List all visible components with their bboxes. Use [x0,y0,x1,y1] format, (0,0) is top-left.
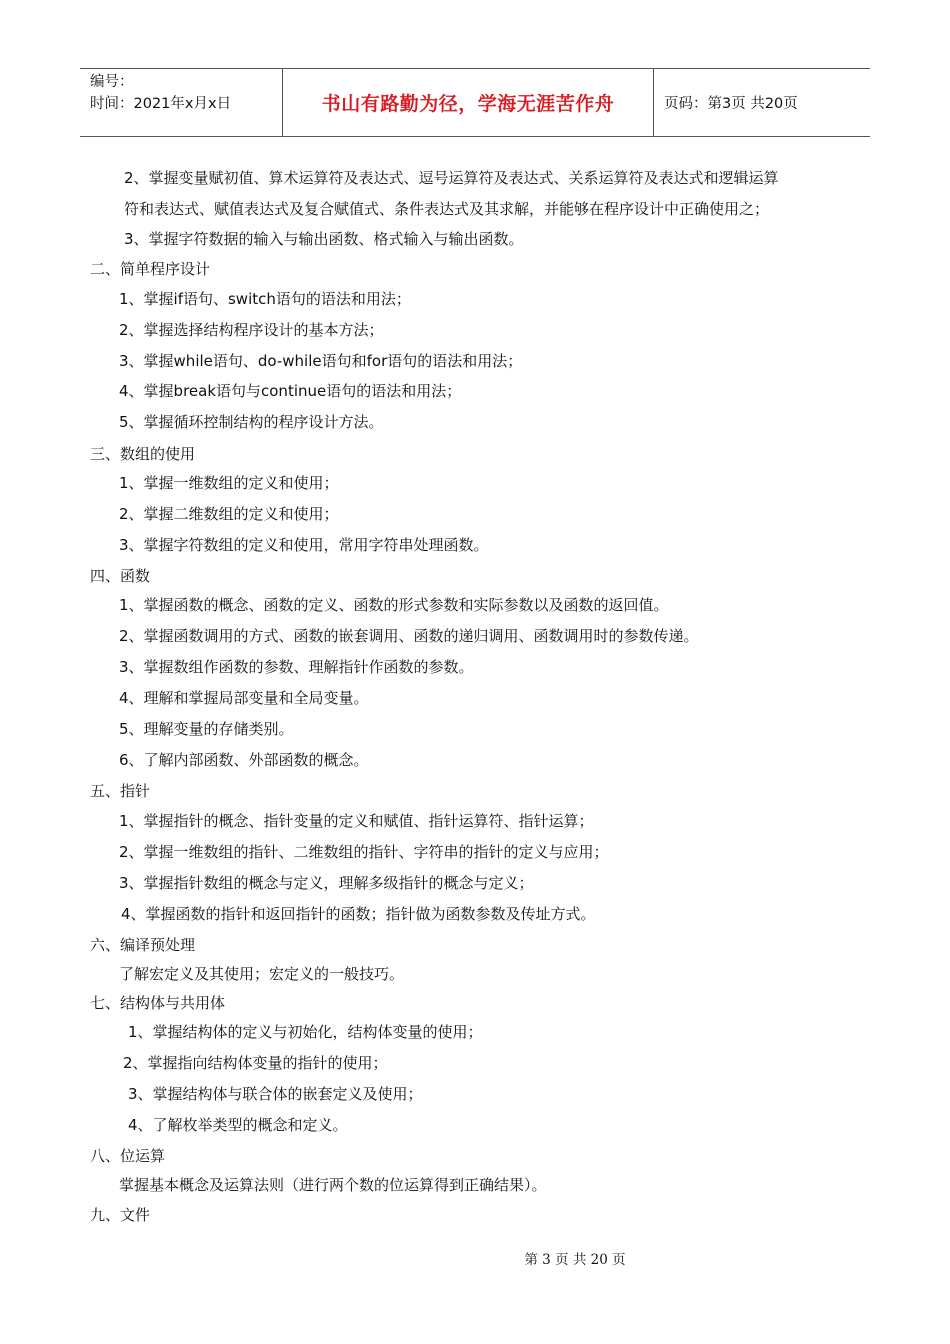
page-header [80,68,870,137]
body-line: 3、掌握指针数组的概念与定义，理解多级指针的概念与定义； [119,874,534,892]
body-line: 3、掌握while语句、do-while语句和for语句的语法和用法； [119,352,523,370]
body-line: 掌握基本概念及运算法则（进行两个数的位运算得到正确结果）。 [119,1176,547,1194]
section-heading: 五、指针 [90,782,151,800]
body-line: 符和表达式、赋值表达式及复合赋值式、条件表达式及其求解，并能够在程序设计中正确使用之； [124,200,770,218]
header-meta [80,69,282,136]
body-line: 4、理解和掌握局部变量和全局变量。 [119,689,369,707]
body-line: 3、掌握字符数据的输入与输出函数、格式输入与输出函数。 [124,230,524,248]
body-line: 1、掌握结构体的定义与初始化，结构体变量的使用； [128,1023,483,1041]
body-line: 4、掌握函数的指针和返回指针的函数；指针做为函数参数及传址方式。 [121,905,596,923]
body-line: 了解宏定义及其使用；宏定义的一般技巧。 [119,965,405,983]
body-line: 4、掌握break语句与continue语句的语法和用法； [119,382,462,400]
body-line: 2、掌握选择结构程序设计的基本方法； [119,321,384,339]
date-label: 时间：2021年x月x日 [90,96,232,112]
body-line: 5、掌握循环控制结构的程序设计方法。 [119,413,384,431]
page-footer [0,1248,950,1268]
body-line: 3、掌握结构体与联合体的嵌套定义及使用； [128,1085,423,1103]
section-heading: 二、简单程序设计 [90,260,211,278]
section-heading: 七、结构体与共用体 [90,994,226,1012]
motto: 书山有路勤为径，学海无涯苦作舟 [282,69,654,136]
section-heading: 四、函数 [90,567,151,585]
section-heading: 六、编译预处理 [90,936,196,954]
body-line: 2、掌握指向结构体变量的指针的使用； [123,1054,388,1072]
body-line: 1、掌握if语句、switch语句的语法和用法； [119,290,411,308]
number-label: 编号： [90,74,134,90]
body-line: 2、掌握函数调用的方式、函数的嵌套调用、函数的递归调用、函数调用时的参数传递。 [119,627,699,645]
body-line: 3、掌握数组作函数的参数、理解指针作函数的参数。 [119,658,474,676]
body-line: 5、理解变量的存储类别。 [119,720,294,738]
body-line: 4、了解枚举类型的概念和定义。 [128,1116,348,1134]
body-line: 1、掌握函数的概念、函数的定义、函数的形式参数和实际参数以及函数的返回值。 [119,596,669,614]
footer-page-number: 第 3 页 共 20 页 [524,1252,626,1268]
page-info: 页码：第3页 共20页 [664,96,798,112]
body-line: 2、掌握变量赋初值、算术运算符及表达式、逗号运算符及表达式、关系运算符及表达式和逻辑运算 [124,169,779,187]
section-heading: 三、数组的使用 [90,445,196,463]
body-line: 1、掌握指针的概念、指针变量的定义和赋值、指针运算符、指针运算； [119,812,594,830]
body-line: 3、掌握字符数组的定义和使用，常用字符串处理函数。 [119,536,489,554]
section-heading: 九、文件 [90,1206,151,1224]
body-line: 2、掌握一维数组的指针、二维数组的指针、字符串的指针的定义与应用； [119,843,609,861]
section-heading: 八、位运算 [90,1147,166,1165]
body-line: 2、掌握二维数组的定义和使用； [119,505,339,523]
body-line: 1、掌握一维数组的定义和使用； [119,474,339,492]
body-line: 6、了解内部函数、外部函数的概念。 [119,751,369,769]
